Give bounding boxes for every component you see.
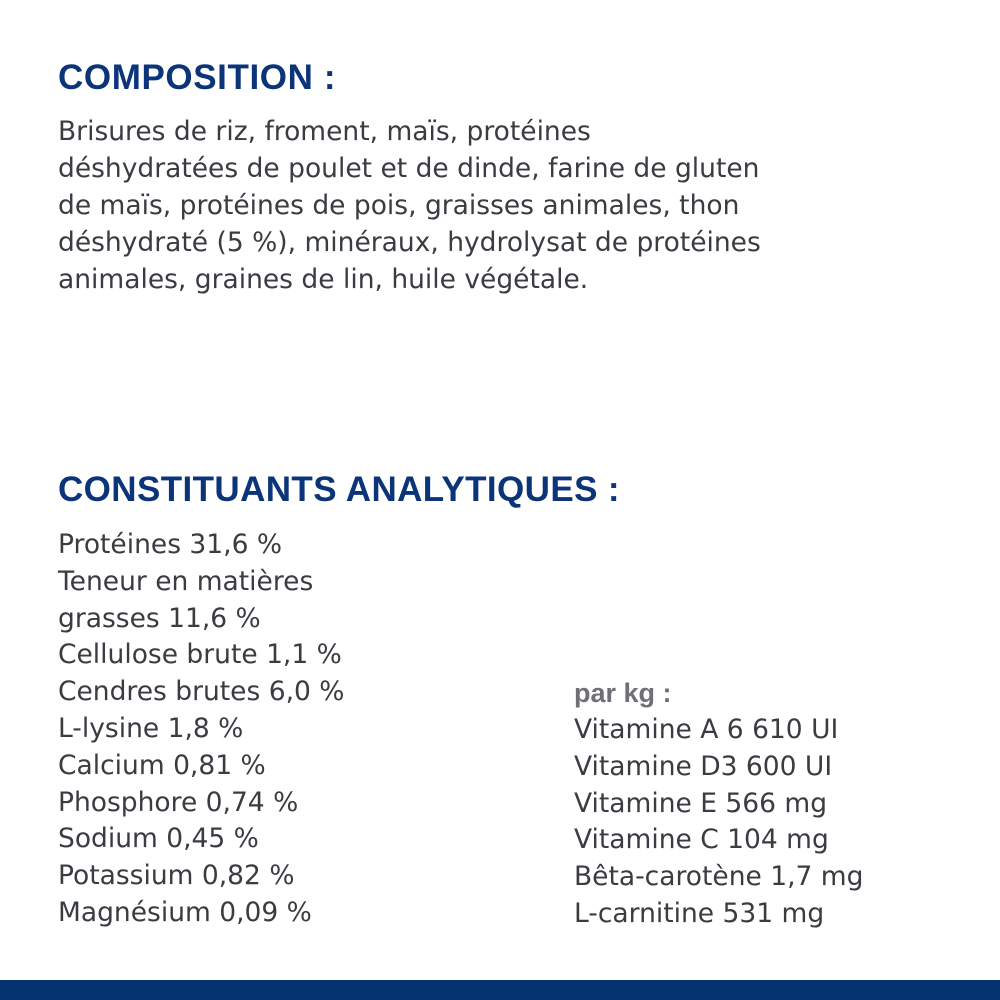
constituent-item: Cendres brutes 6,0 % [58, 676, 345, 708]
bottom-brand-bar [0, 980, 1000, 1000]
constituent-item: Sodium 0,45 % [58, 823, 259, 855]
constituent-item: Protéines 31,6 % [58, 529, 283, 560]
constituent-item: Calcium 0,81 % [58, 749, 266, 781]
constituent-item: Phosphore 0,74 % [58, 786, 299, 818]
composition-heading: COMPOSITION : [58, 58, 337, 97]
constituent-item: Potassium 0,82 % [58, 860, 295, 892]
per-kg-additives-list [574, 712, 863, 933]
additive-item: Vitamine A 6 610 UI [574, 714, 839, 745]
constituent-item: grasses 11,6 % [58, 602, 261, 634]
composition-text [58, 113, 988, 298]
additive-item: Vitamine E 566 mg [574, 787, 828, 819]
constituent-item: Magnésium 0,09 % [58, 896, 312, 928]
additive-item: Bêta-carotène 1,7 mg [574, 861, 864, 893]
additive-item: Vitamine C 104 mg [574, 824, 829, 856]
composition-line: déshydratées de poulet et de dinde, farine de gluten [58, 153, 760, 184]
constituent-item: L-lysine 1,8 % [58, 712, 244, 744]
analytical-constituents-list [58, 527, 344, 932]
analytical-constituents-heading: CONSTITUANTS ANALYTIQUES : [58, 470, 620, 509]
composition-line: animales, graines de lin, huile végétale. [58, 264, 589, 295]
composition-line: déshydraté (5 %), minéraux, hydrolysat de protéines [58, 227, 761, 258]
composition-line: de maïs, protéines de pois, graisses animales, thon [58, 190, 740, 221]
per-kg-label: par kg : [574, 678, 672, 708]
composition-line: Brisures de riz, froment, maïs, protéines [58, 116, 591, 147]
additive-item: Vitamine D3 600 UI [574, 750, 833, 782]
constituent-item: Teneur en matières [58, 565, 314, 597]
additive-item: L-carnitine 531 mg [574, 897, 825, 929]
constituent-item: Cellulose brute 1,1 % [58, 639, 342, 671]
